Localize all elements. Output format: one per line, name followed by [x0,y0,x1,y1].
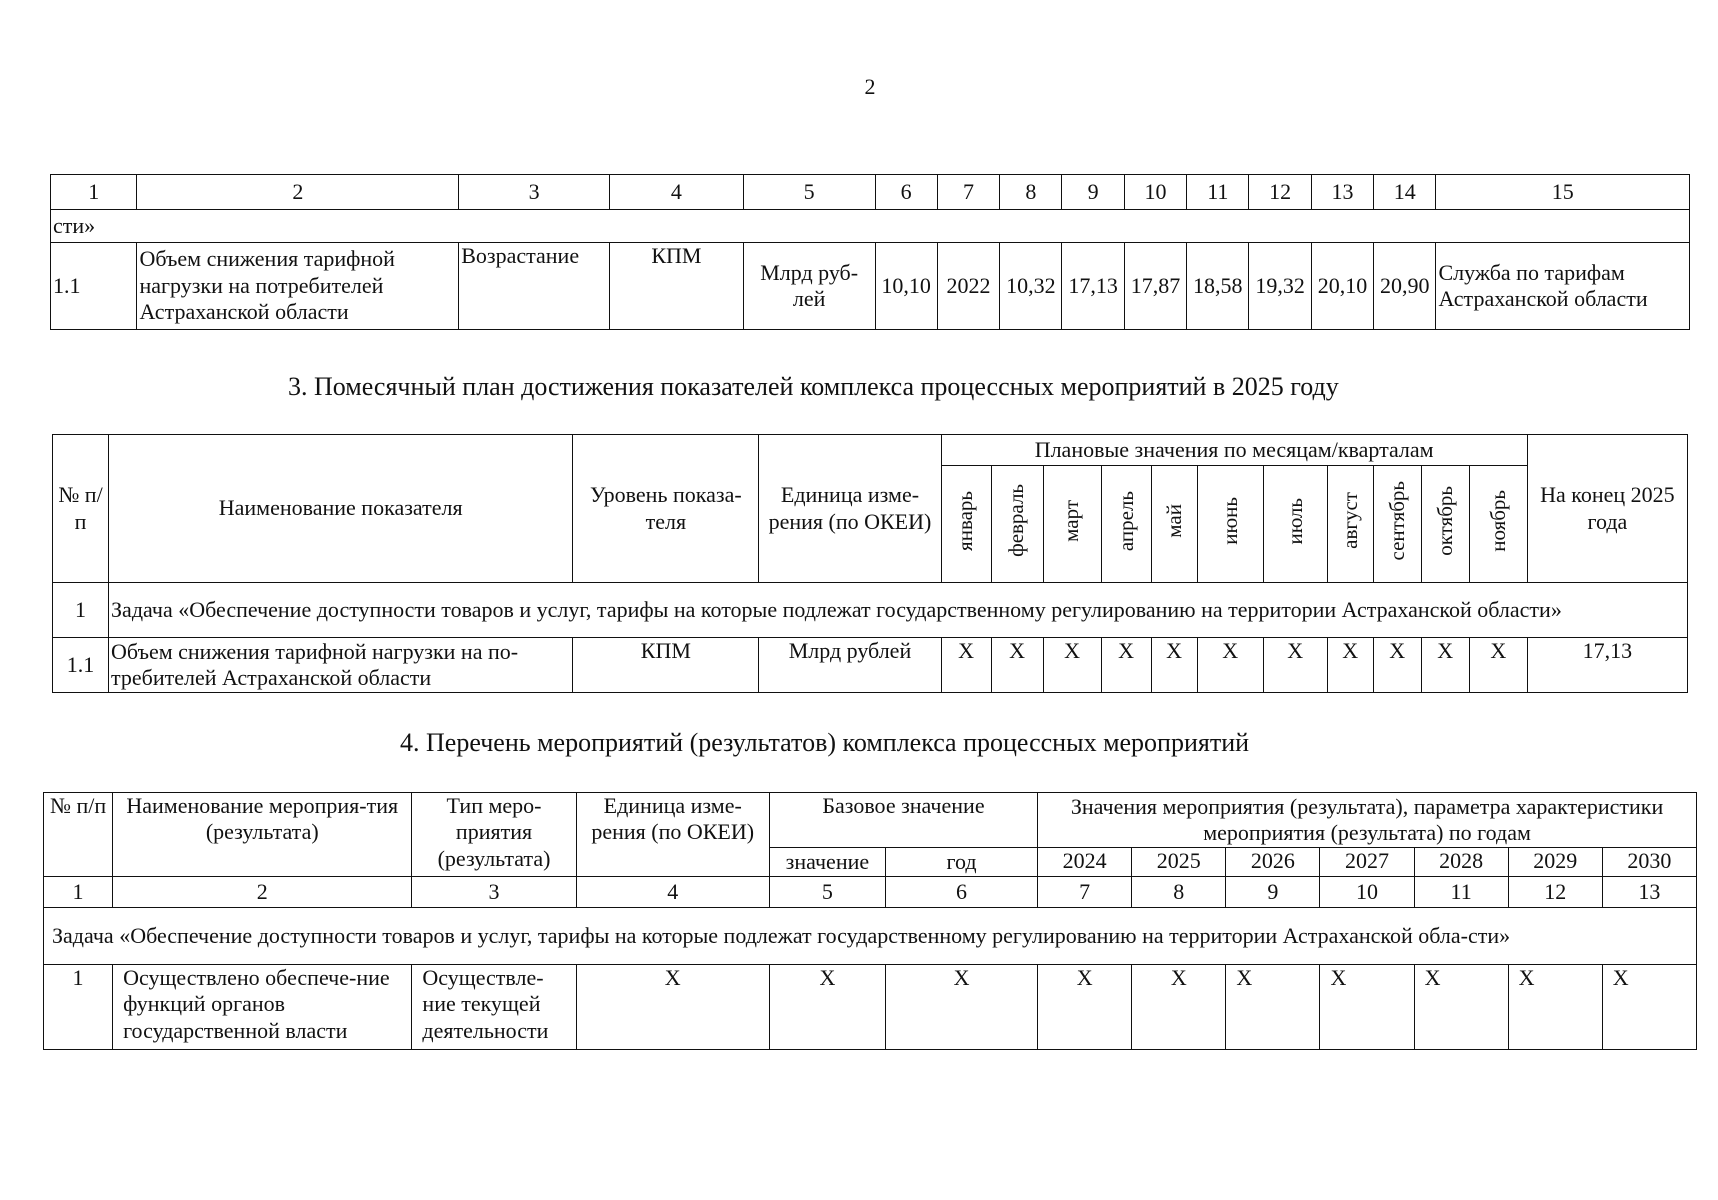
year-header: 2024 [1038,848,1132,877]
col-num: 14 [1374,175,1436,210]
year-value: X [1414,965,1508,1050]
month-header [1101,466,1151,583]
col-num: 1 [51,175,137,210]
section-4-title: 4. Перечень мероприятий (результатов) комплекса процессных мероприятий [400,728,1250,757]
month-label: март [1059,499,1084,542]
header-num: № п/п [44,793,113,877]
value-cell: 20,90 [1374,243,1436,330]
year-value: X [1132,965,1226,1050]
year-header: 2028 [1414,848,1508,877]
month-header [941,466,991,583]
month-label: апрель [1113,490,1138,551]
col-num: 4 [610,175,744,210]
year-header: 2025 [1132,848,1226,877]
indicator-name: Объем снижения тарифной нагрузки на по-требителей Астраханской области [109,638,573,693]
indicator-unit: Млрд руб-лей [743,243,875,330]
month-label: август [1337,492,1362,550]
col-num: 4 [576,877,769,908]
col-num: 3 [412,877,576,908]
row-number: 1 [44,965,113,1050]
base-year: X [885,965,1037,1050]
measures-table [43,792,1697,1050]
month-header [1151,466,1197,583]
col-num: 11 [1414,877,1508,908]
value-cell: 2022 [937,243,999,330]
month-value: X [1373,638,1421,693]
month-label: май [1161,503,1186,538]
header-unit: Единица изме-рения (по ОКЕИ) [759,435,941,583]
year-header: 2026 [1226,848,1320,877]
value-cell: 10,10 [875,243,937,330]
value-cell: 10,32 [1000,243,1062,330]
indicator-trend: Возрастание [459,243,610,330]
col-num: 10 [1124,175,1186,210]
header-row [53,435,1688,466]
measure-name: Осуществлено обеспече-ние функций органов государственной власти [113,965,412,1050]
end-of-year-value: 17,13 [1527,638,1687,693]
col-num: 12 [1249,175,1311,210]
col-num: 15 [1436,175,1690,210]
col-num: 13 [1602,877,1696,908]
month-value: X [941,638,991,693]
month-header [1043,466,1101,583]
page-number: 2 [864,74,876,99]
month-label: январь [953,490,978,551]
section-3-title: 3. Помесячный план достижения показателей комплекса процессных мероприятий в 2025 году [288,372,1339,401]
value-cell: 19,32 [1249,243,1311,330]
header-values: Значения мероприятия (результата), параметра характеристики мероприятия (результата) по годам [1038,793,1697,848]
col-num: 13 [1311,175,1373,210]
col-num: 8 [1000,175,1062,210]
header-row [44,793,1697,848]
col-num: 2 [137,175,459,210]
continuation-row [51,210,1690,243]
col-num: 8 [1132,877,1226,908]
measure-unit: X [576,965,769,1050]
col-num: 7 [937,175,999,210]
task-text: Задача «Обеспечение доступности товаров и услуг, тарифы на которые подлежат государственному регулированию на территории Астраханской обла-сти» [44,908,1697,965]
month-header [1327,466,1373,583]
month-value: X [1151,638,1197,693]
month-header [1197,466,1263,583]
month-value: X [1197,638,1263,693]
month-label: ноябрь [1485,489,1510,552]
month-label: октябрь [1432,485,1457,556]
task-row [44,908,1697,965]
indicator-level: КПМ [610,243,744,330]
header-base-year: год [885,848,1037,877]
header-end-of-year: На конец 2025 года [1527,435,1687,583]
col-num: 5 [769,877,885,908]
col-num: 3 [459,175,610,210]
col-num: 7 [1038,877,1132,908]
col-num: 9 [1062,175,1124,210]
header-base-value: значение [769,848,885,877]
header-name: Наименование показателя [109,435,573,583]
indicators-continuation-table [50,174,1690,330]
year-header: 2030 [1602,848,1696,877]
task-number: 1 [53,583,109,638]
table-row [51,243,1690,330]
header-level: Уровень показа-теля [573,435,759,583]
header-name: Наименование мероприя-тия (результата) [113,793,412,877]
header-type: Тип меро-приятия (результата) [412,793,576,877]
value-cell: 20,10 [1311,243,1373,330]
col-num: 1 [44,877,113,908]
continuation-text: сти» [51,210,1690,243]
year-header: 2027 [1320,848,1414,877]
year-value: X [1226,965,1320,1050]
indicator-name: Объем снижения тарифной нагрузки на потребителей Астраханской области [137,243,459,330]
month-label: июль [1282,497,1307,545]
header-num: № п/п [53,435,109,583]
row-number: 1.1 [51,243,137,330]
col-num: 6 [875,175,937,210]
year-header: 2029 [1508,848,1602,877]
column-numbers-row [51,175,1690,210]
value-cell: 17,87 [1124,243,1186,330]
measure-type: Осуществле-ние текущей деятельности [412,965,576,1050]
col-num: 10 [1320,877,1414,908]
month-value: X [1263,638,1327,693]
month-header [1469,466,1527,583]
month-value: X [991,638,1043,693]
month-header [1421,466,1469,583]
month-label: сентябрь [1384,481,1409,561]
table-row [53,638,1688,693]
col-num: 5 [743,175,875,210]
header-planned: Плановые значения по месяцам/кварталам [941,435,1527,466]
year-value: X [1320,965,1414,1050]
base-value: X [769,965,885,1050]
month-value: X [1327,638,1373,693]
header-unit: Единица изме-рения (по ОКЕИ) [576,793,769,877]
indicator-unit: Млрд рублей [759,638,941,693]
year-value: X [1508,965,1602,1050]
task-text: Задача «Обеспечение доступности товаров и услуг, тарифы на которые подлежат государственному регулированию на территории Астраханской области» [109,583,1688,638]
col-num: 11 [1187,175,1249,210]
month-header [991,466,1043,583]
column-numbers-row [44,877,1697,908]
year-value: X [1038,965,1132,1050]
month-header [1263,466,1327,583]
year-value: X [1602,965,1696,1050]
responsible-body: Служба по тарифам Астраханской области [1436,243,1690,330]
month-header [1373,466,1421,583]
value-cell: 18,58 [1187,243,1249,330]
table-row [44,965,1697,1050]
task-row [53,583,1688,638]
header-base: Базовое значение [769,793,1037,848]
value-cell: 17,13 [1062,243,1124,330]
month-label: июнь [1217,496,1242,545]
month-value: X [1421,638,1469,693]
indicator-level: КПМ [573,638,759,693]
col-num: 12 [1508,877,1602,908]
col-num: 2 [113,877,412,908]
month-value: X [1469,638,1527,693]
col-num: 9 [1226,877,1320,908]
row-number: 1.1 [53,638,109,693]
month-value: X [1101,638,1151,693]
month-value: X [1043,638,1101,693]
monthly-plan-table [52,434,1688,693]
col-num: 6 [885,877,1037,908]
month-label: февраль [1004,484,1029,558]
